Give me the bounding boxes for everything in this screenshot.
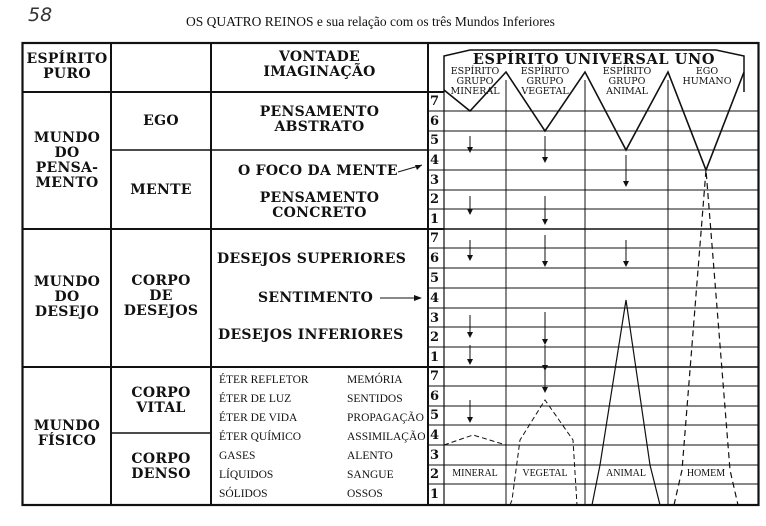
- level-num: 1: [430, 350, 440, 365]
- kingdom-mineral: MINERAL: [452, 468, 498, 479]
- level-num: 4: [430, 291, 440, 306]
- phys-right-1: MEMÓRIA: [347, 374, 403, 386]
- label-espirito-puro: ESPÍRITO PURO: [26, 51, 108, 82]
- kingdom-animal: ANIMAL: [606, 468, 646, 479]
- level-num: 6: [430, 114, 440, 129]
- label-ego: EGO: [143, 113, 179, 129]
- level-num: 3: [430, 448, 440, 463]
- label-espirito-universal: ESPÍRITO UNIVERSAL UNO: [472, 51, 716, 68]
- homem-peak: [674, 170, 738, 505]
- label-mente: MENTE: [130, 182, 192, 198]
- level-num: 7: [430, 369, 440, 384]
- level-num: 6: [430, 251, 440, 266]
- level-num: 2: [430, 192, 440, 207]
- kingdom-vegetal: VEGETAL: [522, 468, 568, 479]
- level-num: 7: [430, 94, 440, 109]
- label-pensamento-concreto: PENSAMENTO CONCRETO: [259, 190, 380, 221]
- phys-right-7: OSSOS: [347, 488, 383, 500]
- level-num: 7: [430, 231, 440, 246]
- label-desejos-superiores: DESEJOS SUPERIORES: [217, 251, 407, 267]
- phys-right-6: SANGUE: [347, 469, 394, 481]
- phys-left-6: LÍQUIDOS: [219, 469, 274, 481]
- label-corpo-desejos: CORPO DE DESEJOS: [123, 273, 199, 319]
- spirit-group-vegetal: ESPÍRITO GRUPO VEGETAL: [520, 66, 570, 97]
- phys-left-2: ÉTER DE LUZ: [219, 393, 292, 405]
- level-num: 3: [430, 173, 440, 188]
- label-sentimento: SENTIMENTO: [258, 290, 374, 306]
- level-num: 5: [430, 133, 440, 148]
- phys-left-7: SÓLIDOS: [219, 488, 268, 500]
- phys-left-5: GASES: [219, 450, 256, 462]
- page-title: OS QUATRO REINOS e sua relação com os três Mundos Inferiores: [186, 14, 555, 29]
- page-number: 58: [28, 4, 53, 26]
- level-num: 1: [430, 212, 440, 227]
- phys-right-4: ASSIMILAÇÃO: [347, 431, 426, 443]
- spirit-group-mineral: ESPÍRITO GRUPO MINERAL: [450, 66, 500, 97]
- label-vontade: VONTADE IMAGINAÇÃO: [263, 49, 376, 80]
- label-mundo-pensamento: MUNDO DO PENSA- MENTO: [33, 130, 101, 191]
- level-num: 2: [430, 330, 440, 345]
- level-num: 3: [430, 311, 440, 326]
- phys-left-1: ÉTER REFLETOR: [219, 374, 309, 386]
- label-pensamento-abstrato: PENSAMENTO ABSTRATO: [259, 104, 380, 135]
- phys-right-2: SENTIDOS: [347, 393, 403, 405]
- phys-right-3: PROPAGAÇÃO: [347, 412, 424, 424]
- level-num: 2: [430, 467, 440, 482]
- label-mundo-desejo: MUNDO DO DESEJO: [33, 274, 101, 320]
- ego-humano: EGO HUMANO: [682, 66, 732, 87]
- level-num: 5: [430, 408, 440, 423]
- phys-right-5: ALENTO: [347, 450, 393, 462]
- label-foco-mente: O FOCO DA MENTE: [238, 163, 398, 179]
- down-arrows: [470, 136, 626, 418]
- vegetal-peak: [510, 400, 577, 505]
- level-num: 4: [430, 428, 440, 443]
- level-num: 6: [430, 389, 440, 404]
- label-corpo-vital: CORPO VITAL: [131, 385, 191, 416]
- arrow-heads: [467, 147, 629, 423]
- level-num: 5: [430, 271, 440, 286]
- phys-left-4: ÉTER QUÍMICO: [219, 431, 302, 443]
- spirit-group-animal: ESPÍRITO GRUPO ANIMAL: [602, 66, 652, 97]
- label-corpo-denso: CORPO DENSO: [131, 451, 191, 482]
- mineral-peak: [444, 435, 506, 445]
- kingdom-homem: HOMEM: [686, 468, 726, 479]
- label-mundo-fisico: MUNDO FÍSICO: [33, 418, 101, 449]
- level-row-lines: [428, 111, 758, 484]
- level-num: 1: [430, 487, 440, 502]
- phys-left-3: ÉTER DE VIDA: [219, 412, 298, 424]
- label-desejos-inferiores: DESEJOS INFERIORES: [218, 327, 404, 343]
- level-num: 4: [430, 153, 440, 168]
